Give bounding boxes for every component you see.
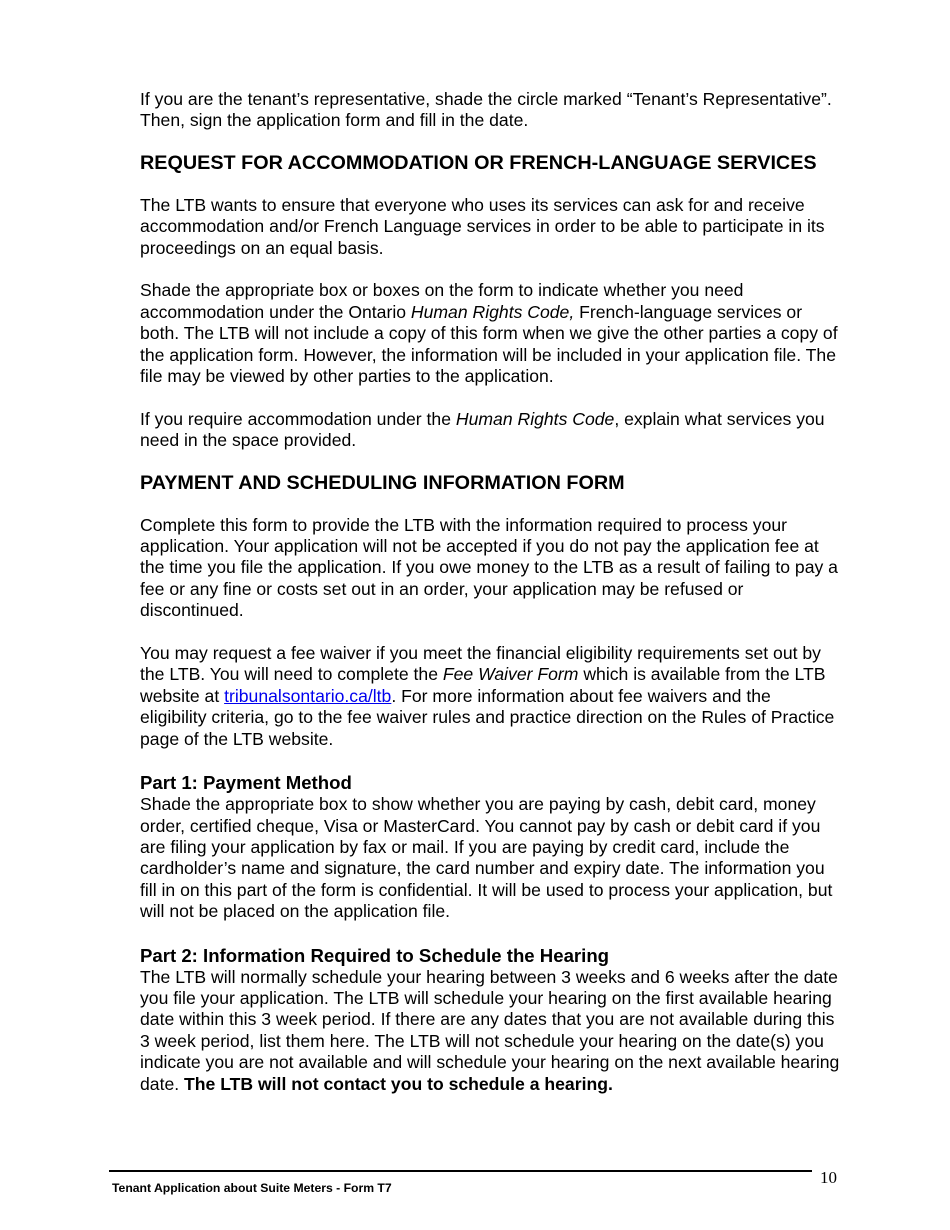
accommodation-heading: REQUEST FOR ACCOMMODATION OR FRENCH-LANGUAGE SERVICES bbox=[140, 151, 817, 174]
accommodation-paragraph-1: The LTB wants to ensure that everyone who uses its services can ask for and receive accommodation and/or French Language services in order to be able to participate in its proceedings on an equal basis. bbox=[140, 194, 825, 258]
part2-paragraph bbox=[140, 967, 842, 1095]
payment-paragraph-2 bbox=[140, 643, 842, 750]
ltb-website-link[interactable]: tribunalsontario.ca/ltb bbox=[224, 685, 392, 706]
accommodation-paragraph-3 bbox=[140, 409, 842, 452]
page-number: 10 bbox=[820, 1168, 837, 1187]
part1-heading: Part 1: Payment Method bbox=[140, 772, 352, 794]
accommodation-p3-text-b: , explain what services you need in the space provided. bbox=[140, 408, 825, 451]
part2-text: The LTB will normally schedule your hearing between 3 weeks and 6 weeks after the date you file your application. The LTB will schedule your hearing on the first available hearing date within this 3 week period. If there are any dates that you are not available during this 3 week period, list them here. The LTB will not schedule your hearing on the date(s) you indicate you are not available and will schedule your hearing on the next available hearing date. bbox=[140, 966, 840, 1094]
payment-heading: PAYMENT AND SCHEDULING INFORMATION FORM bbox=[140, 471, 625, 494]
intro-paragraph: If you are the tenant’s representative, shade the circle marked “Tenant’s Representative”. Then, sign the application form and fill in the date. bbox=[140, 89, 832, 131]
document-body bbox=[140, 89, 842, 1095]
human-rights-code-italic-2: Human Rights Code bbox=[455, 408, 615, 429]
fee-waiver-form-italic: Fee Waiver Form bbox=[442, 664, 579, 685]
accommodation-p2-text-a: Shade the appropriate box or boxes on the form to indicate whether you need accommodation under the Ontario bbox=[140, 280, 744, 322]
part1-paragraph: Shade the appropriate box to show whether you are paying by cash, debit card, money order, certified cheque, Visa or MasterCard. You cannot pay by cash or debit card if you are filing your application by fax or mail. If you are paying by credit card, include the cardholder’s name and signature, the card number and expiry date. The information you fill in on this part of the form is confidential. It will be used to process your application, but will not be placed on the application file. bbox=[140, 794, 833, 922]
human-rights-code-italic: Human Rights Code, bbox=[410, 301, 575, 322]
payment-p2-text-a: You may request a fee waiver if you meet the financial eligibility requirements set out by the LTB. You will need to complete the bbox=[140, 643, 821, 685]
payment-p2-text-c: . For more information about fee waivers and the eligibility criteria, go to the fee waiver rules and practice direction on the Rules of Practice page of the LTB website. bbox=[140, 685, 835, 749]
payment-p2-text-b: which is available from the LTB website at bbox=[140, 664, 826, 706]
accommodation-p3-text-a: If you require accommodation under the bbox=[140, 408, 456, 429]
footer-title: Tenant Application about Suite Meters - Form T7 bbox=[112, 1181, 392, 1195]
part2-bold-text: The LTB will not contact you to schedule a hearing. bbox=[184, 1073, 613, 1094]
payment-paragraph-1: Complete this form to provide the LTB with the information required to process your application. Your application will not be accepted if you do not pay the application fee at the time you file the application. If you owe money to the LTB as a result of failing to pay a fee or any fine or costs set out in an order, your application may be refused or discontinued. bbox=[140, 514, 838, 621]
part2-heading: Part 2: Information Required to Schedule the Hearing bbox=[140, 944, 610, 966]
accommodation-paragraph-2 bbox=[140, 280, 842, 387]
footer-divider bbox=[109, 1170, 812, 1172]
accommodation-p2-text-b: French-language services or both. The LTB will not include a copy of this form when we give the other parties a copy of the application form. However, the information will be included in your application file. The file may be viewed by other parties to the application. bbox=[140, 301, 838, 387]
